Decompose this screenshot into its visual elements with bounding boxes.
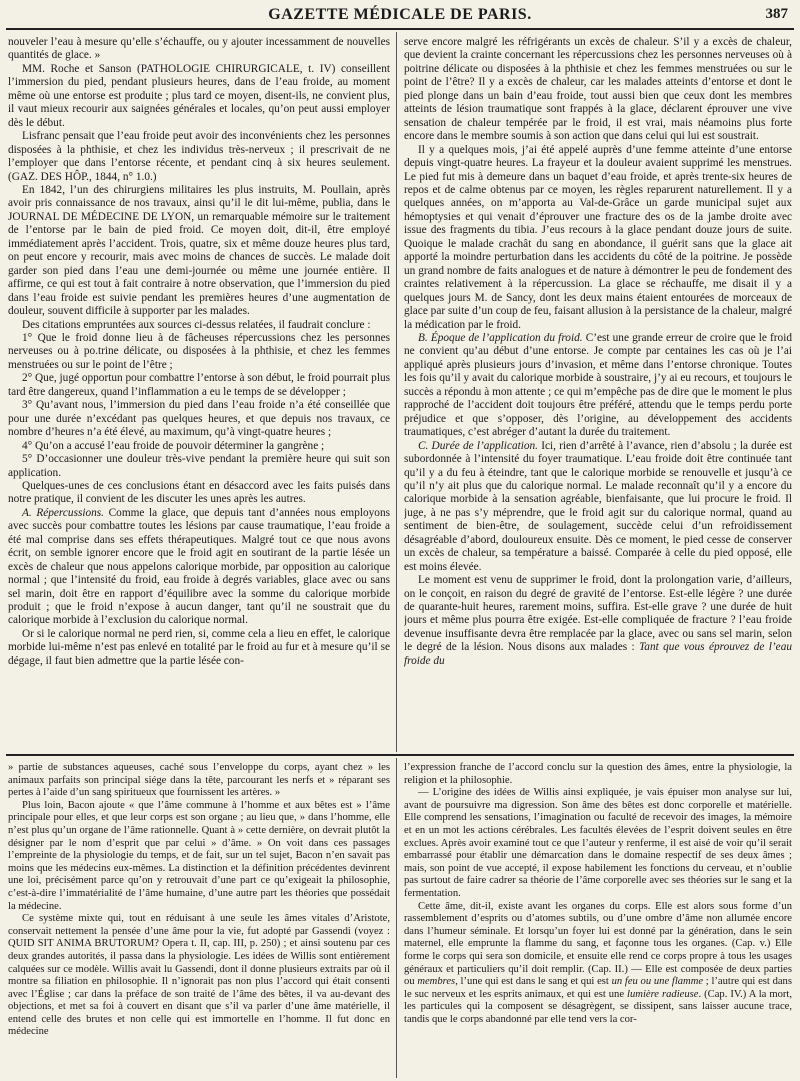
conclusion-item: 1° Que le froid donne lieu à de fâcheuses répercussions chez les personnes nerveuses ou à po.trine délicate, ou disposées à la phthisie, et chez les femmes menstruées ou sur le point de l’être ; bbox=[8, 331, 390, 371]
paragraph-text: Le moment est venu de supprimer le froid, dont la prolongation varie, d’ailleurs, on le conçoit, en raison du degré de gravité de l’entorse. Est-elle légère ? une durée de quarante-huit heures, rarement moins, suffira. Est-elle grave ? une durée de huit jours et même plus pourra être exigée. Est-elle compliquée de fracture ? l’eau froide devenue insuffisante devra être remplacée par la glace, avec ou sans sel marin, selon le degré de la lésion. Nous disons aux malades : bbox=[404, 574, 792, 654]
paragraph bbox=[404, 574, 792, 668]
paragraph-text: Cette âme, dit-il, existe avant les organes du corps. Elle est alors sous forme d’un rassemblement d’esprits ou d’atomes subtils, ou d’une ombre d’âme non allumée encore dans l’humeur séminale. Et lorsqu’un foyer lui est donné par la génération, dans le sein maternel, elle emprunte la flamme du sang, et façonne tous les organes. (Cap. v.) Elle forme le corps qui sera son domicile, et ensuite elle rend ce corps propre à tous les usages généraux et particuliers qu’il doit remplir. (Cap. II.) — Elle est composée de deux parties ou bbox=[404, 900, 792, 988]
section-rule bbox=[6, 754, 794, 756]
paragraph bbox=[8, 507, 390, 628]
page-number: 387 bbox=[765, 6, 788, 22]
paragraph: serve encore malgré les réfrigérants un excès de chaleur. S’il y a excès de chaleur, que devient la crainte concernant les répercussions chez les personnes nerveuses où à poitrine délicate ou disposées à la phthisie et chez les femmes menstruées ou sur le point de l’être? Il y a excès de chaleur, car les malades atteints d’entorse et dont le pied plonge dans un bain d’eau froide, tout aussi bien que ceux dont les membres atteints de lésion traumatique sont frappés à la glace, déclarent éprouver une vive sensation de chaleur tempérée par le froid, il est vrai, mais néamoins plus forte encore dans le membre soumis à son action que dans celui qui lui est soustrait. bbox=[404, 36, 792, 143]
journal-title: GAZETTE MÉDICALE DE PARIS. bbox=[268, 6, 532, 23]
conclusion-item: 3° Qu’avant nous, l’immersion du pied dans l’eau froide n’a été conseillée que pour une durée n’excédant pas quelques heures, et que depuis nos travaux, ce nombre d’heures n’a été élevé, au maximum, qu’à vingt-quatre heures ; bbox=[8, 399, 390, 439]
article-column-left bbox=[8, 36, 390, 750]
conclusion-item: 5° D’occasionner une douleur très-vive pendant la première heure qui suit son application. bbox=[8, 453, 390, 479]
paragraph-text: . (Cap. IV.) A la mort, les particules qui la composent se désagrègent, se dissipent, sans laisser aucune trace, tandis que le corps abandonné par elle tend vers la cor- bbox=[404, 988, 792, 1025]
paragraph-text: C’est une grande erreur de croire que le froid ne convient qu’au début d’une entorse. Je compte par centaines les cas où je l’ai appliqué après plusieurs jours d’invasion, et même dans l’entorse chronique. Toutes les fois qu’il y avait du calorique morbide à soustraire, j’y ai eu recours, et toujours le succès a répondu à mon attente ; ce qui m’empêche pas de dire que le moment le plus rapproché de l’accident doit toujours être préféré, attendu que le temps perdu porte préjudice et que s’opposer, dès l’origine, au développement des accidents traumatiques, c’est abréger d’autant la durée du traitement. bbox=[404, 331, 792, 439]
paragraph: Ce système mixte qui, tout en réduisant à une seule les âmes vitales d’Aristote, conservait nettement la pensée d’une âme pour la vie, fut adopté par Gassendi (voyez : QUID SIT ANIMA BRUTORUM? Opera t. II, cap. III, p. 250) ; et ainsi soutenu par ces deux grandes autorités, il passa dans la physiologie. Les idées de Willis sont entièrement calquées sur ce modèle. Willis avait lu Gassendi, dont il donne plusieurs extraits par où il montre sa filiation en philosophie. Il n’ignorait pas non plus l’accord qui était consenti avec l’Église ; car dans la préface de son traité de l’âme des bêtes, il va au-devant des objections, et met sa foi à couvert en disant que s’il va parler d’une âme matérielle, il entend celle des brutes et non celle qui est immortelle en l’homme. Il fut donc en médecine bbox=[8, 913, 390, 1038]
paragraph: MM. Roche et Sanson (PATHOLOGIE CHIRURGICALE, t. IV) conseillent l’immersion du pied, pendant plusieurs heures, dans de l’eau froide, au moment même où une entorse est produite ; plus tard ce moyen, disent-ils, ne convient plus, il vaut mieux recourir aux saignées générales et locales, qu’on peut aussi employer dès le début. bbox=[8, 62, 390, 129]
section-heading: C. Durée de l’application. bbox=[418, 439, 539, 452]
feuilleton-column-left bbox=[8, 762, 390, 1076]
paragraph-text: ; l’autre qui est dans le suc nerveux et les esprits animaux, et qui est une bbox=[404, 976, 792, 1000]
paragraph: Il y a quelques mois, j’ai été appelé auprès d’une femme atteinte d’une entorse depuis vingt-quatre heures. La frayeur et la douleur avaient supprimé les menstrues. Le pied fut mis à demeure dans un baquet d’eau froide, et après trente-six heures de repos et de calme obtenus par ce moyen, les règles reparurent naturellement. Il y a quelques années, on m’apporta au Val-de-Grâce un garde municipal sujet aux hémoptysies et qui venait d’éprouver une fracture des os de la jambe droite avec issue des fragments du tibia. J’eus recours à la glace pendant douze jours de suite. Quoique le malade crachât du sang en abondance, il guérit sans que la glace ait apporté la moindre perturbation dans les accidents du côté de la poitrine. Je possède un grand nombre de faits analogues et de nature à démontrer le peu de fondement des craintes relativement à la répercussion. La glace se réchauffe, me disait il y a quelques jours M. de Sancy, dont les deux mains étaient entourées de morceaux de glace par suite d’un coup de feu, faisant allusion à la persistance de la chaleur, malgré la médication par le froid. bbox=[404, 143, 792, 331]
paragraph: Plus loin, Bacon ajoute « que l’âme commune à l’homme et aux bêtes est » l’âme principale pour elles, et que leur corps est son organe ; au lieu que, » dans l’homme, elle n’est plus qu’un organe de l’âme rationnelle. Quant à » cette dernière, on devrait plutôt la désigner par le nom d’esprit que par celui » d’âme. » On voit dans ces passages l’empreinte de la physiologie du temps, et de fait, sur un tel sujet, Bacon n’en savait pas moins que les médecins eux-mêmes. La distinction et la définition précédentes devinrent une loi, précisément parce qu’on y retrouvait d’une part ce qu’exigeait la philosophie, c’est-à-dire l’immatérialité de l’âme humaine, d’une autre part les théories que possédait la médecine. bbox=[8, 799, 390, 912]
paragraph bbox=[404, 440, 792, 575]
paragraph: l’expression franche de l’accord conclu sur la question des âmes, entre la physiologie, la religion et la philosophie. bbox=[404, 762, 792, 786]
paragraph: Or si le calorique normal ne perd rien, si, comme cela a lieu en effet, le calorique morbide lui-même n’est pas enlevé en totalité par le froid au fur et à mesure qu’il se dégage, il faut bien admettre que la partie lésée con- bbox=[8, 627, 390, 667]
italic-term: un feu ou une flamme bbox=[611, 976, 704, 988]
italic-quote: Tant que vous éprouvez de l’eau froide du bbox=[404, 641, 792, 667]
page-header bbox=[0, 6, 800, 26]
feuilleton-column-right bbox=[404, 762, 792, 1076]
paragraph: En 1842, l’un des chirurgiens militaires les plus instruits, M. Poullain, après avoir pris connaissance de nos travaux, ainsi qu’il le dit lui-même, publia, dans le JOURNAL DE MÉDECINE DE LYON, un remarquable mémoire sur le traitement de l’entorse par le bain de pied froid. Ce moyen doit, dit-il, être employé immédiatement après l’accident. Trois, quatre, six et même douze heures plus tard, on peut encore y recourir, mais avec moins de chances de succès. Le malade doit garder son pied dans l’eau une demi-journée ou même une journée entière. Il affirme, ce qui est tout à fait contraire à notre observation, que l’immersion du pied dans l’eau froide est suivie pendant les premières heures d’une augmentation de douleur, souvent difficile à supporter par les malades. bbox=[8, 183, 390, 318]
conclusion-item: 2° Que, jugé opportun pour combattre l’entorse à son début, le froid pourrait plus tard être dangereux, quand l’inflammation a eu le temps de se développer ; bbox=[8, 372, 390, 398]
column-divider bbox=[396, 32, 397, 752]
paragraph-text: Ici, rien d’arrêté à l’avance, rien d’absolu ; la durée est subordonnée à l’intensité du foyer traumatique. L’eau froide doit être continuée tant qu’il y a du feu à éteindre, tant que le calorique morbide se renouvelle et jusqu’à ce qu’il n’y ait plus que du calorique normal. Le malade reconnaît qu’il y a encore du calorique morbide à la sensation agréable, bienfaisante, que lui procure le froid. Il juge, à ne pas s’y méprendre, que le froid agit sur du calorique normal, quand au sentiment de bien-être, de soulagement, succède celui d’un refroidissement désagréable d’abord, douloureux ensuite. Dès ce moment, le pied cesse de conserver un excès de chaleur, sa température a baissé. Comparée à celle du pied opposé, elle est moins élevée. bbox=[404, 439, 792, 573]
paragraph: Quelques-unes de ces conclusions étant en désaccord avec les faits puisés dans notre pratique, il convient de les discuter les unes après les autres. bbox=[8, 479, 390, 506]
paragraph: — L’origine des idées de Willis ainsi expliquée, je vais épuiser mon analyse sur lui, avant de poursuivre ma digression. Son âme des bêtes est donc corporelle et matérielle. Elle comprend les sensations, l’imagination ou faculté de recevoir des images, la mémoire et en un mot les actions cérébrales. Les facultés élevées de l’esprit doivent seules en être exclues. Après avoir examiné tout ce que l’auteur y renferme, il est aisé de voir qu’il serait embarrassé pour établir une démarcation dans le domaine respectif de ses deux âmes ; mais, son point de vue accepté, il expose habilement les fonctions du cerveau, et n’oublie pas surtout de faire cadrer sa théorie de l’âme corporelle avec ses théories sur le sang et la fermentation. bbox=[404, 787, 792, 899]
paragraph bbox=[404, 332, 792, 440]
paragraph: » partie de substances aqueuses, caché sous l’enveloppe du corps, ayant chez » les animaux parfaits son principal siége dans la tête, parcourant les nerfs et » réparant ses pertes à l’aide d’un sang spiritueux que fournissent les artères. » bbox=[8, 762, 390, 799]
section-heading: A. Répercussions. bbox=[22, 506, 105, 519]
conclusion-item: 4° Qu’on a accusé l’eau froide de pouvoir déterminer la gangrène ; bbox=[22, 439, 325, 452]
paragraph: Lisfranc pensait que l’eau froide peut avoir des inconvénients chez les personnes disposées à la phthisie, et chez les individus très-nerveux ; il prescrivait de ne l’employer que dans l’entorse récente, et pendant cinq à six heures seulement. (GAZ. DES HÔP., 1844, n° 1.0.) bbox=[8, 130, 390, 183]
article-column-right bbox=[404, 36, 792, 750]
italic-term: membres bbox=[417, 976, 456, 988]
paragraph: Des citations empruntées aux sources ci-dessus relatées, il faudrait conclure : bbox=[22, 318, 371, 331]
paragraph bbox=[404, 901, 792, 1027]
column-divider bbox=[396, 758, 397, 1078]
paragraph-text: , l’une qui est dans le sang et qui est bbox=[455, 976, 612, 988]
paragraph-text: Comme la glace, que depuis tant d’années nous employons avec succès pour combattre toutes les lésions par cause traumatique, l’eau froide a été mal comprise dans ses effets thérapeutiques. Malgré tout ce que nous avons écrit, on semble ignorer encore que le froid agit en soutirant de la partie lésée un excès de chaleur que nous appelons calorique morbide, par opposition au calorique normal ; que l’intensité du froid, eau froide à degrés variables, glace avec ou sans sel marin, doit être en rapport d’équilibre avec la somme du calorique morbide produit ; que le froid n’expose à aucun danger, tant qu’il ne soustrait que du calorique morbide à l’exclusion du calorique normal. bbox=[8, 506, 390, 627]
italic-term: lumière radieuse bbox=[627, 988, 699, 1000]
section-heading: B. Époque de l’application du froid. bbox=[418, 331, 583, 344]
paragraph: nouveler l’eau à mesure qu’elle s’échauffe, ou y ajouter incessamment de nouvelles quantités de glace. » bbox=[8, 36, 390, 62]
header-rule bbox=[6, 28, 794, 30]
